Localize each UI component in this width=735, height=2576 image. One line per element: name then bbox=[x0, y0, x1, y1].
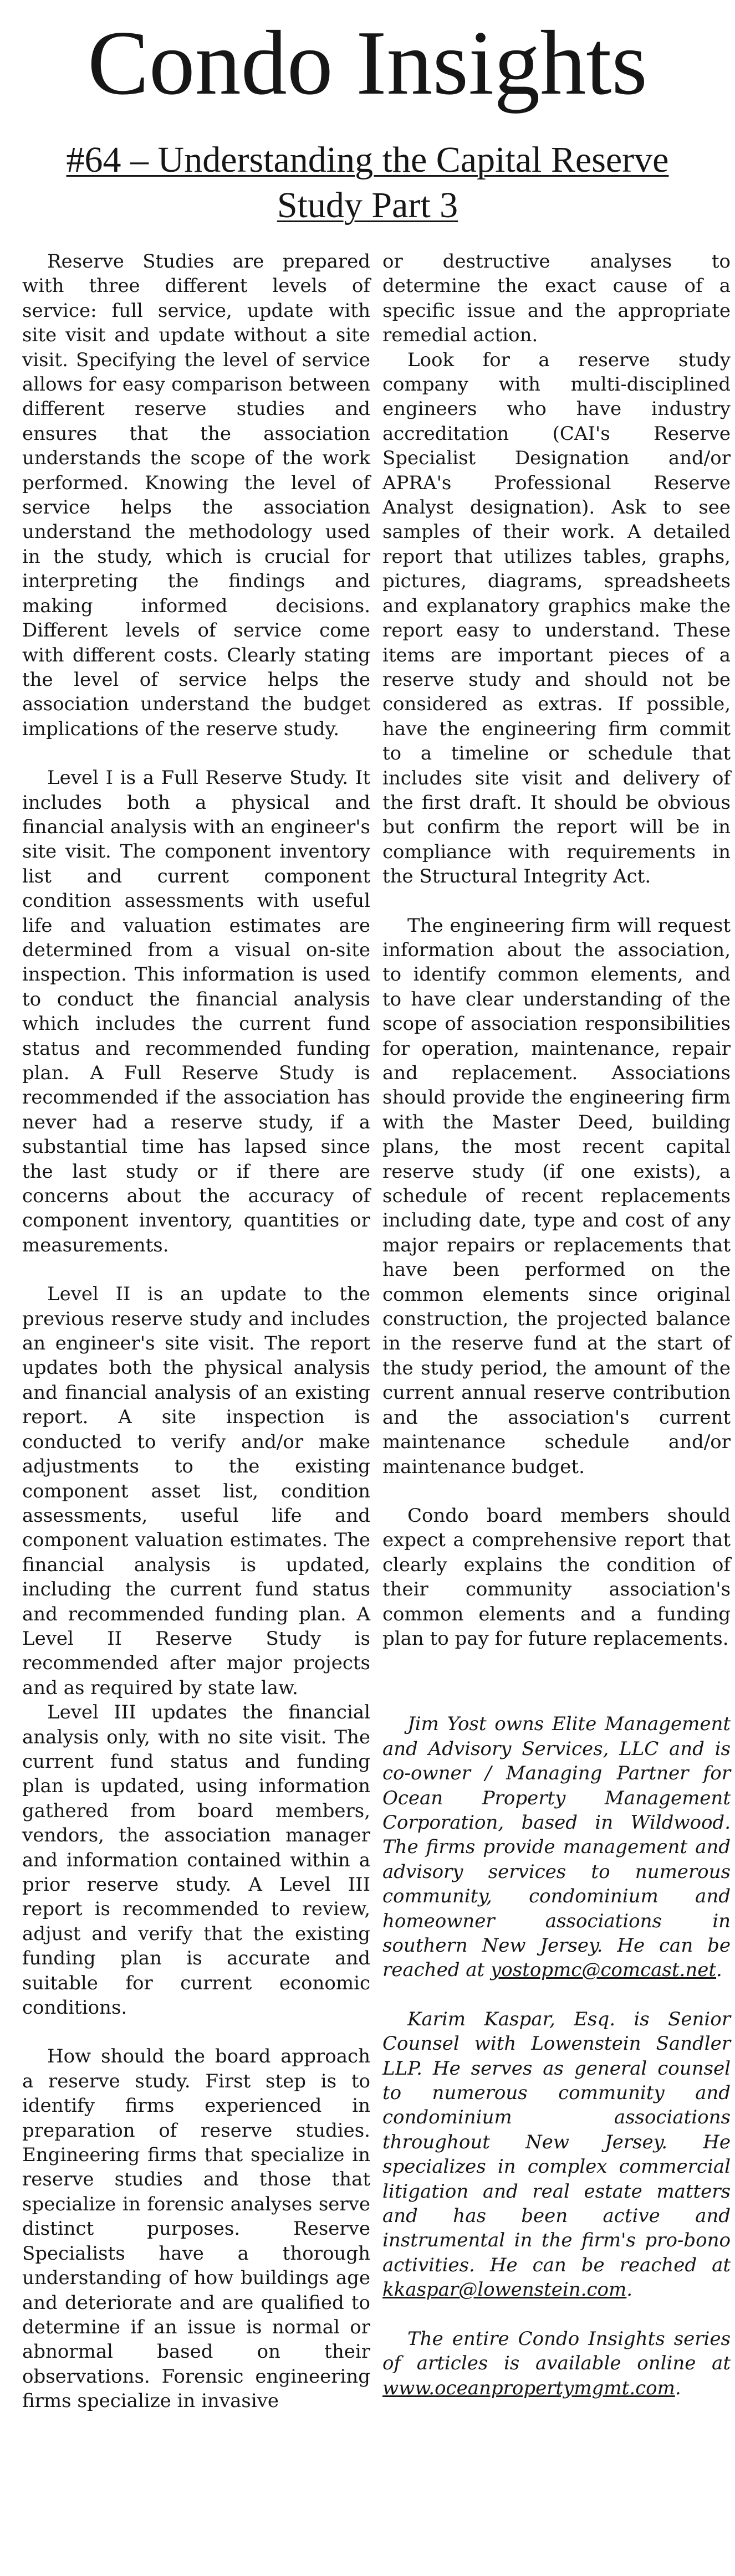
email-link-kaspar[interactable]: kkaspar@lowenstein.com bbox=[382, 2279, 627, 2301]
article-subtitle bbox=[0, 137, 735, 228]
paragraph-service-levels: Reserve Studies are prepared with three different levels of service: full service, update with site visit and update without a site visit. Specifying the level of service allows for easy comparison between different reserve studies and ensures that the association understands the scope of the work performed. Knowing the level of service helps the association understand the methodology used in the study, which is crucial for interpreting the findings and making informed decisions. Different levels of service come with different costs. Clearly stating the level of service helps the association understand the budget implications of the reserve study. bbox=[22, 250, 370, 740]
email-link-yost[interactable]: yostopmc@comcast.net bbox=[491, 1959, 717, 1982]
subtitle-line-2: Study Part 3 bbox=[277, 185, 458, 225]
paragraph-level-2: Level II is an update to the previous reserve study and includes an engineer's site visit. The report updates both the physical analysis and financial analysis of an existing report. A site inspection is conducted to verify and/or make adjustments to the existing component asset list, condition assessments, useful life and component valuation estimates. The financial analysis is updated, including the current fund status and recommended funding plan. A Level II Reserve Study is recommended after major projects and as required by state law. bbox=[22, 1283, 370, 1699]
bio-period: . bbox=[716, 1959, 722, 1982]
series-note bbox=[382, 2327, 731, 2400]
bio-karim-kaspar-text: Karim Kaspar, Esq. is Senior Counsel with Lowenstein Sandler LLP. He serves as general counsel to numerous community and condominium associations throughout New Jersey. He specializes in complex commercial litigation and real estate matters and has been active and instrumental in the firm's pro-bono activities. He can be reached at bbox=[382, 2008, 731, 2276]
bio-karim-kaspar bbox=[382, 2007, 731, 2302]
bio-jim-yost bbox=[382, 1712, 731, 1982]
article-column-left bbox=[22, 249, 370, 2414]
bio-jim-yost-text: Jim Yost owns Elite Management and Advisory Services, LLC and is co-owner / Managing Partner for Ocean Property Management Corporation, based in Wildwood. The firms provide management and advisory services to numerous community, condominium and homeowner associations in southern New Jersey. He can be reached at bbox=[382, 1713, 731, 1982]
paragraph-board-approach: How should the board approach a reserve study. First step is to identify firms experienced in preparation of reserve studies. Engineering firms that specialize in reserve studies and those that specialize in forensic analyses serve distinct purposes. Reserve Specialists have a thorough understanding of how buildings age and deteriorate and are qualified to determine if an issue is normal or abnormal based on their observations. Forensic engineering firms specialize in invasive bbox=[22, 2045, 370, 2413]
series-period: . bbox=[675, 2377, 681, 2399]
paragraph-choose-company: Look for a reserve study company with multi-disciplined engineers who have industry accreditation (CAI's Reserve Specialist Designation and/or APRA's Professional Reserve Analyst designation). Ask to see samples of their work. A detailed report that utilizes tables, graphs, pictures, diagrams, spreadsheets and explanatory graphics make the report easy to understand. These items are important pieces of a reserve study and should not be considered as extras. If possible, have the engineering firm commit to a timeline or schedule that includes site visit and delivery of the first draft. It should be obvious but confirm the report will be in compliance with requirements in the Structural Integrity Act. bbox=[382, 348, 731, 888]
author-bios bbox=[382, 1712, 731, 2400]
subtitle-line-1: #64 – Understanding the Capital Reserve bbox=[66, 140, 669, 180]
paragraph-information-request: The engineering firm will request information about the association, to identify common elements, and to have clear understanding of the scope of association responsibilities for operation, maintenance, repair and replacement. Associations should provide the engineering firm with the Master Deed, building plans, the most recent capital reserve study (if one exists), a schedule of recent replacements including date, type and cost of any major repairs or replacements that have been performed on the common elements since original construction, the projected balance in the reserve fund at the start of the study period, the amount of the current annual reserve contribution and the association's current maintenance schedule and/or maintenance budget. bbox=[382, 914, 731, 1478]
series-note-text: The entire Condo Insights series of articles is available online at bbox=[382, 2327, 731, 2375]
paragraph-continued: or destructive analyses to determine the exact cause of a specific issue and the appropriate remedial action. bbox=[382, 250, 731, 347]
article-column-right bbox=[382, 249, 731, 2400]
paragraph-level-3: Level III updates the financial analysis only, with no site visit. The current fund status and funding plan is updated, using information gathered from board members, vendors, the association manager and information contained within a prior reserve study. A Level III report is recommended to review, adjust and verify that the existing funding plan is accurate and suitable for current economic conditions. bbox=[22, 1701, 370, 2019]
page-title: Condo Insights bbox=[88, 12, 647, 114]
bio-period: . bbox=[626, 2279, 633, 2301]
paragraph-conclusion: Condo board members should expect a comprehensive report that clearly explains the condition of their community association's common elements and a funding plan to pay for future replacements. bbox=[382, 1504, 731, 1650]
paragraph-level-1: Level I is a Full Reserve Study. It includes both a physical and financial analysis with an engineer's site visit. The component inventory list and current component condition assessments with useful life and valuation estimates are determined from a visual on-site inspection. This information is used to conduct the financial analysis which includes the current fund status and recommended funding plan. A Full Reserve Study is recommended if the association has never had a reserve study, if a substantial time has lapsed since the last study or if there are concerns about the accuracy of component inventory, quantities or measurements. bbox=[22, 767, 370, 1256]
website-link[interactable]: www.oceanpropertymgmt.com bbox=[382, 2377, 675, 2399]
